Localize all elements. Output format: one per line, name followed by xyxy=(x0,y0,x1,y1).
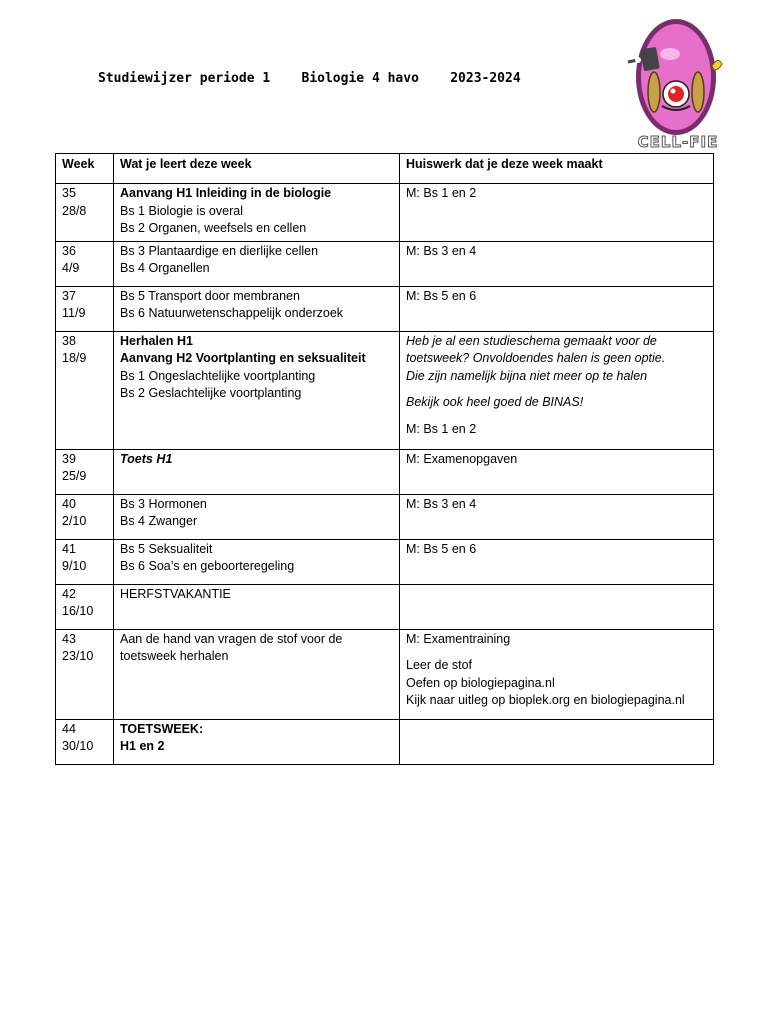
week-date: 18/9 xyxy=(62,351,87,365)
header-subject: Biologie 4 havo xyxy=(301,71,419,86)
homework-cell xyxy=(400,719,714,764)
homework-line: M: Bs 5 en 6 xyxy=(406,288,477,303)
table-row xyxy=(56,184,714,242)
homework-line: M: Examentraining xyxy=(406,631,511,646)
learn-cell xyxy=(114,331,400,449)
week-date: 16/10 xyxy=(62,604,94,618)
learn-line: Bs 4 Zwanger xyxy=(120,514,198,528)
schedule-table xyxy=(55,153,714,765)
learn-line: Aanvang H2 Voortplanting en seksualiteit xyxy=(120,351,366,365)
week-date: 9/10 xyxy=(62,559,87,573)
learn-line: Bs 2 Organen, weefsels en cellen xyxy=(120,221,307,235)
week-number: 38 xyxy=(62,333,76,348)
learn-cell xyxy=(114,494,400,539)
table-body xyxy=(56,184,714,765)
table-row xyxy=(56,331,714,449)
table-row xyxy=(56,719,714,764)
week-number: 43 xyxy=(62,631,76,646)
cellfie-logo xyxy=(620,14,730,154)
learn-line: Bs 4 Organellen xyxy=(120,261,210,275)
homework-cell xyxy=(400,241,714,286)
table-row xyxy=(56,629,714,719)
week-date: 23/10 xyxy=(62,649,94,663)
learn-cell xyxy=(114,241,400,286)
homework-line: M: Bs 1 en 2 xyxy=(406,421,477,436)
table-header-row xyxy=(56,154,714,184)
table-row xyxy=(56,241,714,286)
homework-cell xyxy=(400,494,714,539)
learn-cell xyxy=(114,539,400,584)
learn-line: Bs 3 Plantaardige en dierlijke cellen xyxy=(120,243,319,258)
table-row xyxy=(56,286,714,331)
learn-line: Aanvang H1 Inleiding in de biologie xyxy=(120,186,332,200)
week-number: 42 xyxy=(62,586,76,601)
column-header-week: Week xyxy=(56,154,114,184)
learn-line: Aan de hand van vragen de stof voor de xyxy=(120,631,343,646)
week-cell xyxy=(56,286,114,331)
column-header-homework: Huiswerk dat je deze week maakt xyxy=(400,154,714,184)
week-date: 2/10 xyxy=(62,514,87,528)
homework-cell xyxy=(400,539,714,584)
learn-cell xyxy=(114,584,400,629)
learn-line: Bs 5 Transport door membranen xyxy=(120,288,300,303)
learn-line: Bs 1 Biologie is overal xyxy=(120,203,243,218)
learn-cell xyxy=(114,449,400,494)
homework-line: M: Examenopgaven xyxy=(406,451,518,466)
homework-cell xyxy=(400,449,714,494)
learn-cell xyxy=(114,629,400,719)
week-number: 39 xyxy=(62,451,76,466)
week-number: 35 xyxy=(62,186,76,200)
learn-line: Bs 2 Geslachtelijke voortplanting xyxy=(120,386,302,400)
learn-line: TOETSWEEK: xyxy=(120,721,204,736)
learn-line: H1 en 2 xyxy=(120,739,165,753)
homework-line: toetsweek? Onvoldoendes halen is geen optie. xyxy=(406,351,666,365)
learn-line: Bs 5 Seksualiteit xyxy=(120,541,213,556)
week-number: 41 xyxy=(62,541,76,556)
homework-cell xyxy=(400,184,714,242)
homework-cell xyxy=(400,331,714,449)
homework-cell xyxy=(400,286,714,331)
logo-text: CELL-FIE xyxy=(637,133,719,151)
week-cell xyxy=(56,449,114,494)
learn-line: Toets H1 xyxy=(120,451,173,466)
homework-line: M: Bs 3 en 4 xyxy=(406,496,477,511)
homework-line: M: Bs 1 en 2 xyxy=(406,186,477,200)
week-cell xyxy=(56,184,114,242)
table-row xyxy=(56,539,714,584)
learn-cell xyxy=(114,719,400,764)
homework-line: Bekijk ook heel goed de BINAS! xyxy=(406,395,584,409)
homework-line: Kijk naar uitleg op bioplek.org en biologiepagina.nl xyxy=(406,693,685,707)
week-date: 28/8 xyxy=(62,203,87,218)
header-title: Studiewijzer periode 1 xyxy=(98,71,271,86)
week-cell xyxy=(56,539,114,584)
homework-line: M: Bs 5 en 6 xyxy=(406,541,477,556)
week-date: 30/10 xyxy=(62,739,94,753)
learn-line: HERFSTVAKANTIE xyxy=(120,586,231,601)
table-row xyxy=(56,494,714,539)
header-year: 2023-2024 xyxy=(450,71,521,86)
learn-cell xyxy=(114,184,400,242)
week-cell xyxy=(56,494,114,539)
week-number: 40 xyxy=(62,496,76,511)
week-cell xyxy=(56,331,114,449)
homework-line: Heb je al een studieschema gemaakt voor de xyxy=(406,333,657,348)
document-header xyxy=(98,71,521,86)
week-date: 11/9 xyxy=(62,306,86,320)
learn-line: Bs 6 Natuurwetenschappelijk onderzoek xyxy=(120,306,344,320)
week-cell xyxy=(56,629,114,719)
learn-line: Herhalen H1 xyxy=(120,333,193,348)
learn-line: Bs 3 Hormonen xyxy=(120,496,207,511)
homework-line: M: Bs 3 en 4 xyxy=(406,243,477,258)
learn-line: Bs 1 Ongeslachtelijke voortplanting xyxy=(120,368,316,383)
week-cell xyxy=(56,584,114,629)
table-row xyxy=(56,449,714,494)
learn-line: toetsweek herhalen xyxy=(120,649,229,663)
week-number: 44 xyxy=(62,721,76,736)
cell-mascot-icon xyxy=(620,14,730,139)
learn-cell xyxy=(114,286,400,331)
column-header-learn: Wat je leert deze week xyxy=(114,154,400,184)
table-row xyxy=(56,584,714,629)
week-number: 36 xyxy=(62,243,76,258)
learn-line: Bs 6 Soa’s en geboorteregeling xyxy=(120,559,295,573)
homework-cell xyxy=(400,584,714,629)
homework-line: Die zijn namelijk bijna niet meer op te halen xyxy=(406,368,648,383)
week-date: 25/9 xyxy=(62,469,87,483)
week-date: 4/9 xyxy=(62,261,80,275)
homework-cell xyxy=(400,629,714,719)
homework-line: Oefen op biologiepagina.nl xyxy=(406,675,555,690)
week-cell xyxy=(56,241,114,286)
week-number: 37 xyxy=(62,288,76,303)
week-cell xyxy=(56,719,114,764)
homework-line: Leer de stof xyxy=(406,658,473,672)
